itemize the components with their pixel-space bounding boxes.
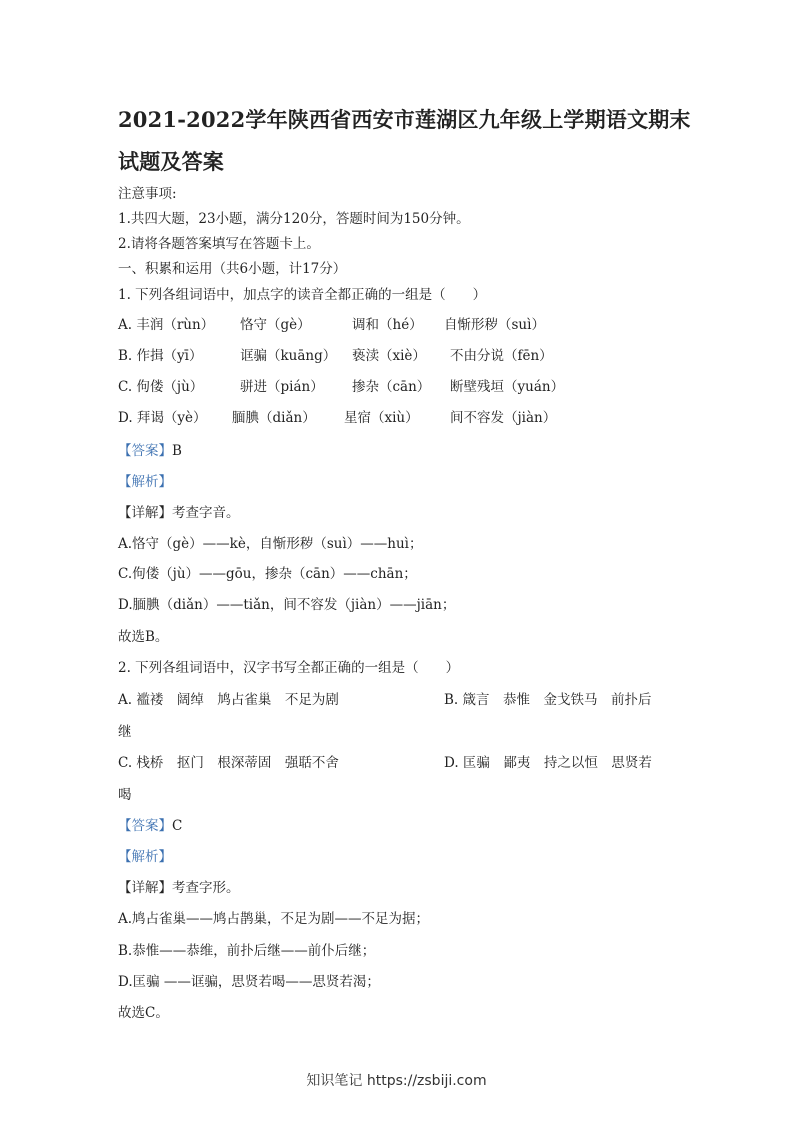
question-1-explanation-line: D.腼腆（diǎn）——tiǎn，间不容发（jiàn）——jiān； bbox=[118, 597, 456, 613]
answer-value: C bbox=[172, 818, 183, 834]
option-word: 星宿（xiù） bbox=[344, 410, 419, 426]
question-1-explanation-line: A.恪守（gè）——kè，自惭形秽（suì）——huì； bbox=[118, 536, 423, 552]
option-word: 不由分说（fēn） bbox=[450, 348, 553, 364]
option-word: 亵渎（xiè） bbox=[352, 348, 426, 364]
question-2-option-b: B. 箴言 恭惟 金戈铁马 前扑后 bbox=[444, 692, 652, 708]
question-2-answer bbox=[118, 817, 182, 835]
question-1-answer bbox=[118, 442, 182, 460]
document-title-line2: 试题及答案 bbox=[118, 149, 224, 174]
question-1-analysis-label: 【解析】 bbox=[118, 474, 172, 490]
option-word: D. 拜谒（yè） bbox=[118, 410, 207, 426]
question-2-option-d: D. 匡骗 鄙夷 持之以恒 思贤若 bbox=[444, 755, 652, 771]
question-2-option-d-cont: 喝 bbox=[118, 787, 132, 803]
notes-item-2: 2.请将各题答案填写在答题卡上。 bbox=[118, 236, 320, 252]
option-word: 断壁残垣（yuán） bbox=[450, 379, 565, 395]
footer-watermark[interactable]: 知识笔记 https://zsbiji.com bbox=[306, 1073, 487, 1089]
option-word: B. 作揖（yī） bbox=[118, 348, 203, 364]
notes-item-1: 1.共四大题，23小题，满分120分，答题时间为150分钟。 bbox=[118, 211, 470, 227]
question-1-conclusion: 故选B。 bbox=[118, 629, 169, 645]
option-word: 自惭形秽（suì） bbox=[444, 317, 545, 333]
option-word: 间不容发（jiàn） bbox=[450, 410, 557, 426]
question-2-stem: 2. 下列各组词语中，汉字书写全都正确的一组是（ ） bbox=[118, 660, 460, 676]
question-2-option-c: C. 栈桥 抠门 根深蒂固 强聒不舍 bbox=[118, 755, 339, 771]
option-word: 腼腆（diǎn） bbox=[232, 410, 316, 426]
answer-label: 【答案】 bbox=[118, 818, 172, 834]
answer-value: B bbox=[172, 443, 182, 459]
document-title-line1: 2021-2022学年陕西省西安市莲湖区九年级上学期语文期末 bbox=[118, 107, 691, 132]
option-word: 掺杂（cān） bbox=[352, 379, 431, 395]
option-word: 骈进（pián） bbox=[240, 379, 324, 395]
question-2-detail: 【详解】考查字形。 bbox=[118, 880, 240, 896]
question-1-detail: 【详解】考查字音。 bbox=[118, 505, 240, 521]
option-word: 诓骗（kuāng） bbox=[240, 348, 337, 364]
question-2-explanation-line: B.恭惟——恭维，前扑后继——前仆后继； bbox=[118, 943, 376, 959]
question-1-explanation-line: C.佝偻（jù）——gōu，掺杂（cān）——chān； bbox=[118, 566, 417, 582]
question-2-explanation-line: D.匡骗 ——诓骗，思贤若喝——思贤若渴； bbox=[118, 974, 380, 990]
option-word: 调和（hé） bbox=[352, 317, 423, 333]
option-word: A. 丰润（rùn） bbox=[118, 317, 215, 333]
question-2-analysis-label: 【解析】 bbox=[118, 849, 172, 865]
question-2-option-b-cont: 继 bbox=[118, 724, 132, 740]
section-1-heading: 一、积累和运用（共6小题，计17分） bbox=[118, 261, 347, 277]
question-2-option-a: A. 褴褛 阔绰 鸠占雀巢 不足为剧 bbox=[118, 692, 339, 708]
question-2-explanation-line: A.鸠占雀巢——鸠占鹊巢，不足为剧——不足为据； bbox=[118, 911, 430, 927]
option-word: C. 佝偻（jù） bbox=[118, 379, 204, 395]
question-1-stem: 1. 下列各组词语中，加点字的读音全都正确的一组是（ ） bbox=[118, 287, 487, 303]
question-2-conclusion: 故选C。 bbox=[118, 1005, 169, 1021]
notes-header: 注意事项: bbox=[118, 186, 177, 202]
answer-label: 【答案】 bbox=[118, 443, 172, 459]
option-word: 恪守（gè） bbox=[240, 317, 311, 333]
